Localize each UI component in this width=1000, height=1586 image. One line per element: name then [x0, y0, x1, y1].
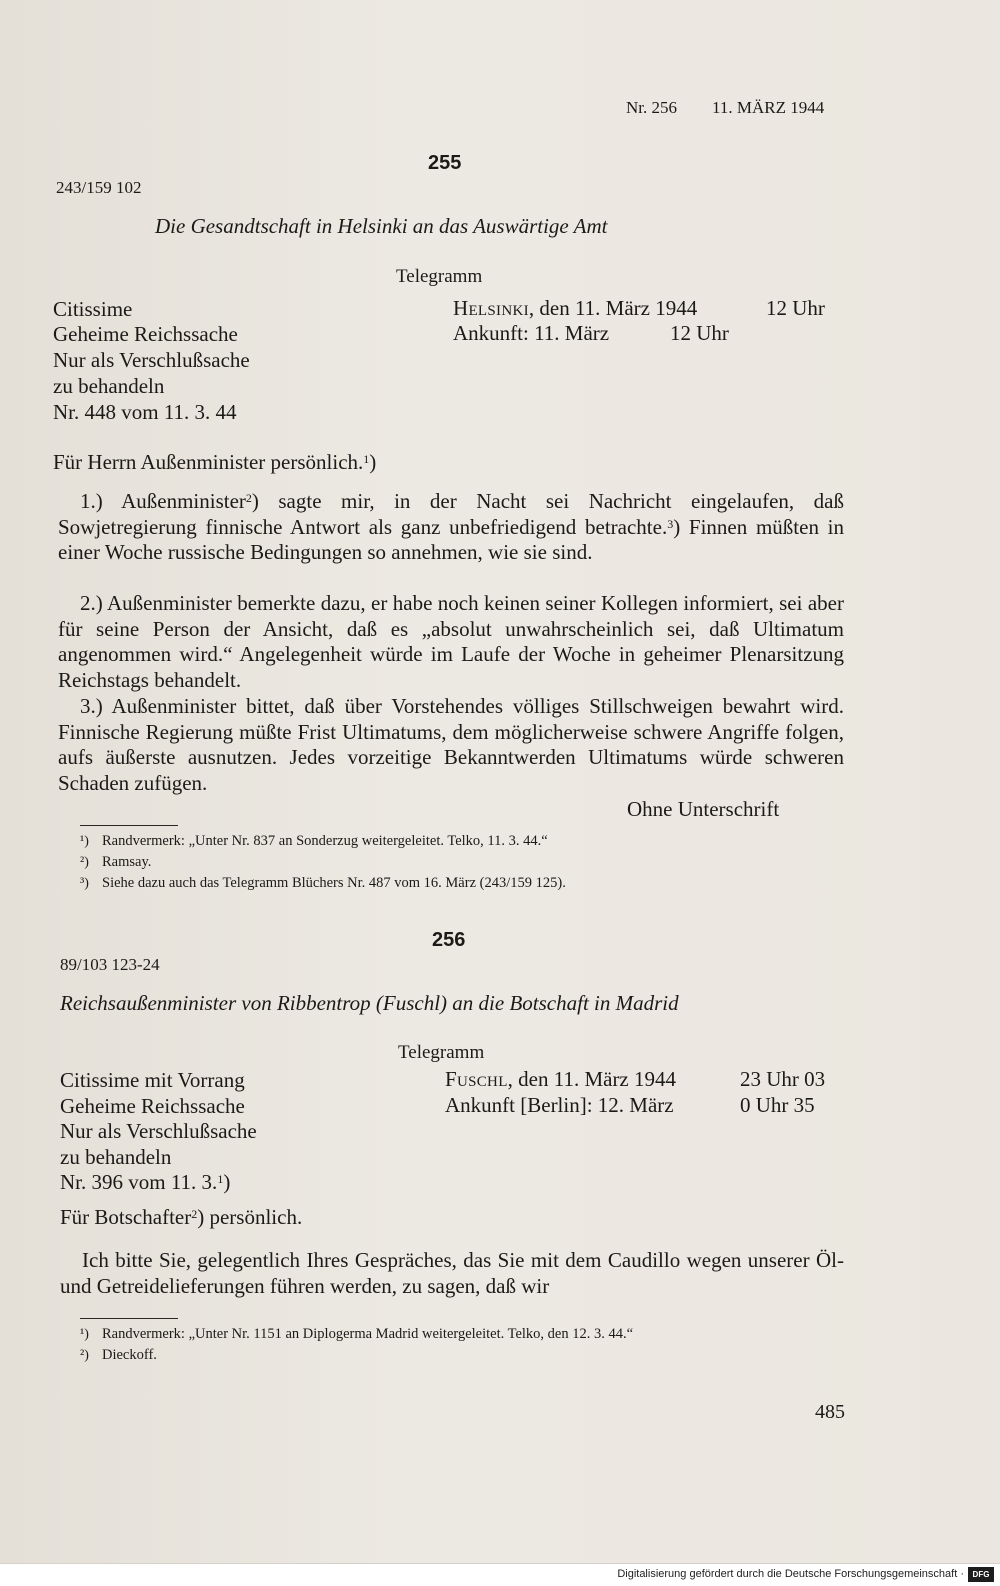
- footnote-text: Siehe dazu auch das Telegramm Blüchers Nr. 487 vom 16. März (243/159 125).: [102, 875, 566, 891]
- document-title-256: Reichsaußenminister von Ribbentrop (Fuschl) an die Botschaft in Madrid: [60, 991, 679, 1015]
- footnote-mark: ²): [80, 855, 89, 870]
- classification-line-2: Geheime Reichssache: [60, 1094, 245, 1118]
- footnote-text: Ramsay.: [102, 854, 152, 870]
- salutation-256: [60, 1205, 302, 1230]
- footnote-256-1: [80, 1326, 633, 1343]
- footnote-ref: 1: [217, 1172, 224, 1186]
- footnote-ref: 3: [667, 516, 674, 531]
- dispatch-place-date-256: [445, 1067, 676, 1092]
- document-title-255: Die Gesandtschaft in Helsinki an das Auswärtige Amt: [155, 214, 608, 238]
- telegram-number-text: Nr. 396 vom 11. 3.: [60, 1170, 218, 1194]
- archive-reference-256: 89/103 123-24: [60, 955, 160, 974]
- salutation-text-256-end: ) persönlich.: [197, 1205, 303, 1229]
- footnote-ref: 2: [245, 491, 252, 505]
- classification-line-2: Geheime Reichssache: [53, 322, 238, 346]
- classification-line-3: Nur als Verschlußsache: [60, 1119, 257, 1143]
- dispatch-place-255: Helsinki: [453, 296, 529, 320]
- dispatch-time-256: 23 Uhr 03: [740, 1067, 826, 1091]
- footnote-text: Dieckoff.: [102, 1347, 157, 1363]
- archive-reference-255: 243/159 102: [56, 178, 142, 197]
- telegram-number-close: ): [223, 1170, 231, 1194]
- running-header-date: 11. MÄRZ 1944: [712, 98, 825, 117]
- footnote-mark: ²): [80, 1348, 89, 1363]
- classification-line-4: zu behandeln: [60, 1145, 172, 1169]
- paragraph-256-body: Ich bitte Sie, gelegentlich Ihres Gespräches, das Sie mit dem Caudillo wegen unserer Öl- und Getreidelieferungen führen werden, zu sagen, daß wir: [60, 1248, 844, 1298]
- classification-line-1: Citissime mit Vorrang: [60, 1068, 245, 1092]
- dispatch-date-256: , den 11. März 1944: [507, 1067, 677, 1091]
- paragraph-2: 2.) Außenminister bemerkte dazu, er habe noch keinen seiner Kollegen informiert, sei aber für seine Person der Ansicht, daß es „absolut unwahrscheinlich sei, daß Ultimatum angenommen wird.“ Angelegenheit würde im Laufe der Woche in geheimer Plenarsitzung Reichstags behandelt.: [58, 591, 844, 692]
- footnote-255-3: [80, 875, 566, 892]
- paragraph-1-part-b: ) sagte mir, in der Nacht sei Nachricht eingelaufen, daß Sowjetregierung finnische Antwort als ganz unbefriedigend betrachte.: [58, 489, 844, 539]
- classification-line-4: zu behandeln: [53, 374, 165, 398]
- telegram-number-255: Nr. 448 vom 11. 3. 44: [53, 400, 237, 424]
- footnote-mark: ³): [80, 876, 89, 891]
- footnote-mark: ¹): [80, 1327, 89, 1342]
- page-number: 485: [815, 1401, 845, 1423]
- telegram-label-255: Telegramm: [396, 266, 483, 287]
- arrival-256: Ankunft [Berlin]: 12. März: [445, 1093, 674, 1117]
- paragraph-3: 3.) Außenminister bittet, daß über Vorstehendes völliges Stillschweigen bewahrt wird. Finnische Regierung müßte Frist Ultimatums, dem möglicherweise schwere Angriffe folgen, aufs äußerste ausnutzen. Jedes vorzeitige Bekanntwerden Ultimatums würde schweren Schaden zufügen.: [58, 694, 844, 795]
- dfg-logo: DFG: [968, 1567, 994, 1582]
- footnote-256-2: [80, 1347, 157, 1364]
- classification-line-1: Citissime: [53, 297, 133, 321]
- digitization-footer: [0, 1563, 1000, 1586]
- footnote-255-2: [80, 854, 151, 871]
- footnote-mark: ¹): [80, 834, 89, 849]
- footnote-text: Randvermerk: „Unter Nr. 1151 an Diplogerma Madrid weitergeleitet. Telko, den 12. 3. 44.“: [102, 1326, 634, 1342]
- salutation-255: Für Herrn Außenminister persönlich.$^1$): [53, 450, 377, 474]
- paragraph-1: [58, 489, 844, 566]
- paragraph-1-part-a: 1.) Außenminister: [80, 489, 246, 513]
- document-number-255: 255: [428, 152, 462, 174]
- signature-255: Ohne Unterschrift: [627, 797, 780, 821]
- telegram-number-256: [60, 1170, 230, 1195]
- footnote-ref: 1: [363, 452, 370, 466]
- telegram-label-256: Telegramm: [398, 1042, 485, 1063]
- footnote-divider: [80, 825, 178, 826]
- footnote-255-1: [80, 833, 548, 850]
- footnote-text: Randvermerk: „Unter Nr. 837 an Sonderzug weitergeleitet. Telko, 11. 3. 44.“: [102, 833, 548, 849]
- document-number-256: 256: [432, 929, 466, 951]
- arrival-time-255: 12 Uhr: [670, 321, 729, 345]
- paragraph-1-part-c: ) Finnen müßten in einer Woche russische Bedingungen so annehmen, wie sie sind.: [58, 514, 845, 565]
- dispatch-date-255: , den 11. März 1944: [528, 296, 698, 320]
- dispatch-time-255: 12 Uhr: [766, 296, 825, 320]
- funding-credit: Digitalisierung gefördert durch die Deutsche Forschungsgemeinschaft ·: [617, 1568, 964, 1580]
- running-header-ref: Nr. 256: [626, 98, 677, 117]
- dispatch-place-256: Fuschl: [445, 1067, 508, 1091]
- arrival-time-256: 0 Uhr 35: [740, 1093, 815, 1117]
- footnote-divider: [80, 1318, 178, 1319]
- salutation-text-256: Für Botschafter: [60, 1205, 192, 1229]
- arrival-255: Ankunft: 11. März: [453, 321, 610, 345]
- dispatch-place-date-255: [453, 296, 697, 321]
- classification-line-3: Nur als Verschlußsache: [53, 348, 250, 372]
- footnote-ref: 2: [191, 1207, 198, 1221]
- salutation-text-255: Für Herrn Außenminister persönlich.: [53, 450, 364, 474]
